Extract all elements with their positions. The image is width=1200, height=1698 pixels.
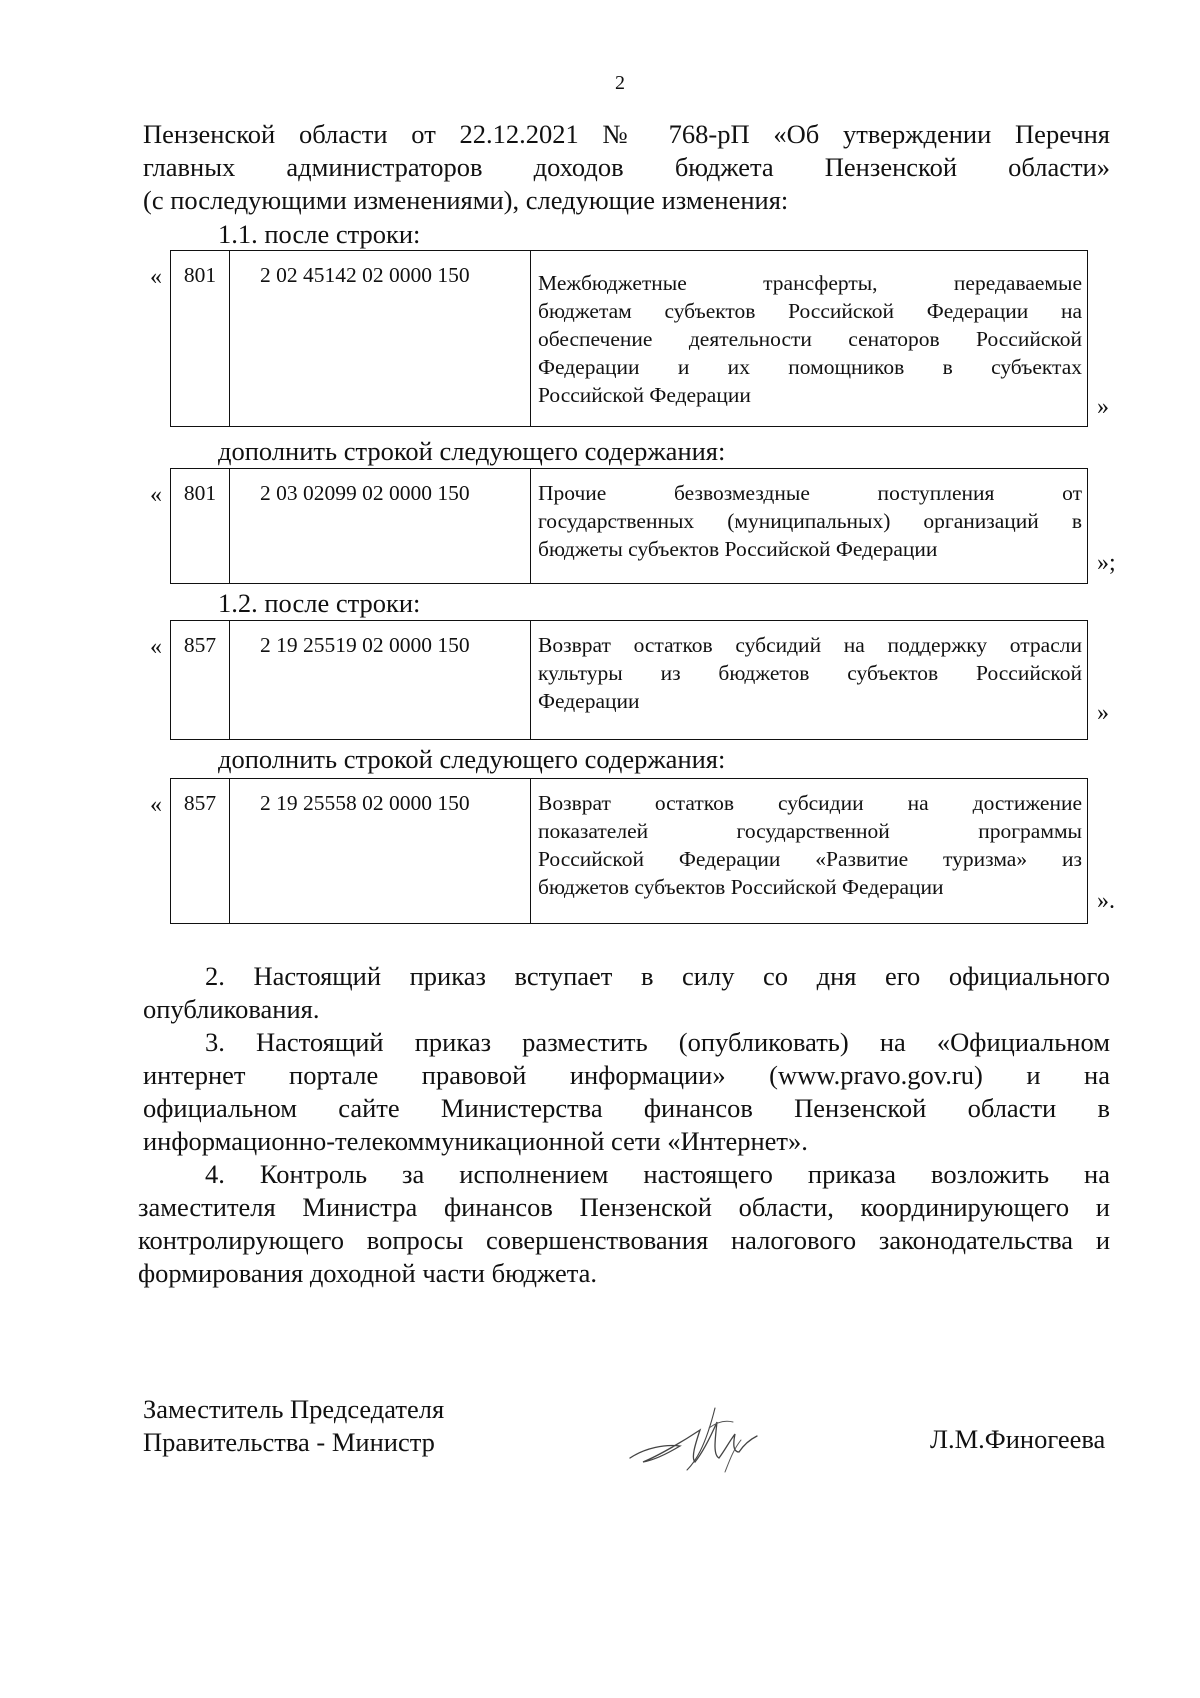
admin-code: 857: [171, 779, 230, 923]
open-quote: «: [150, 792, 162, 818]
paragraph-2: [143, 960, 1110, 1026]
paragraph-line: опубликования.: [143, 994, 320, 1024]
revenue-name-line: Федерации и их помощников в субъектах: [538, 355, 1082, 379]
revenue-name: [531, 779, 1087, 923]
paragraph-line: 4. Контроль за исполнением настоящего приказа возложить на: [205, 1159, 1110, 1189]
signatory-position-line: Правительства - Министр: [143, 1427, 435, 1457]
intro-line: Пензенской области от 22.12.2021 № 768-рП «Об утверждении Перечня: [143, 119, 1110, 149]
revenue-name-line: Российской Федерации «Развитие туризма» из: [538, 847, 1082, 871]
section-label: 1.2. после строки:: [218, 588, 421, 618]
admin-code: 857: [171, 621, 230, 739]
open-quote: «: [150, 482, 162, 508]
revenue-name-line: показателей государственной программы: [538, 819, 1082, 843]
kbk-code: 2 19 25519 02 0000 150: [230, 621, 531, 739]
table-row: [170, 250, 1088, 427]
revenue-name-line: культуры из бюджетов субъектов Российской: [538, 661, 1082, 685]
revenue-name-line: бюджеты субъектов Российской Федерации: [538, 537, 938, 561]
close-quote: »: [1097, 700, 1109, 726]
revenue-name: [531, 621, 1087, 739]
section-label: дополнить строкой следующего содержания:: [218, 436, 726, 466]
open-quote: «: [150, 264, 162, 290]
open-quote: «: [150, 634, 162, 660]
close-quote: ».: [1097, 888, 1115, 914]
revenue-name-line: обеспечение деятельности сенаторов Российской: [538, 327, 1082, 351]
revenue-name-line: бюджетам субъектов Российской Федерации на: [538, 299, 1082, 323]
paragraph-line: формирования доходной части бюджета.: [138, 1258, 598, 1288]
signatory-name: Л.М.Финогеева: [930, 1424, 1106, 1454]
revenue-name-line: бюджетов субъектов Российской Федерации: [538, 875, 944, 899]
table-row: [170, 468, 1088, 584]
paragraph-line: информационно-телекоммуникационной сети «Интернет».: [143, 1126, 808, 1156]
revenue-name: [531, 469, 1087, 583]
table-row: [170, 778, 1088, 924]
admin-code: 801: [171, 251, 230, 426]
revenue-name-line: Возврат остатков субсидий на поддержку отрасли: [538, 633, 1082, 657]
intro-line: (с последующими изменениями), следующие изменения:: [143, 185, 789, 215]
revenue-name: [531, 251, 1087, 426]
page-number: 2: [615, 72, 625, 94]
paragraph-line: официальном сайте Министерства финансов Пензенской области в: [143, 1093, 1110, 1123]
paragraph-line: интернет портале правовой информации» (www.pravo.gov.ru) и на: [143, 1060, 1110, 1090]
signatory-position: [143, 1393, 444, 1459]
table-row: [170, 620, 1088, 740]
section-label: 1.1. после строки:: [218, 219, 421, 249]
kbk-code: 2 02 45142 02 0000 150: [230, 251, 531, 426]
paragraph-line: контролирующего вопросы совершенствования налогового законодательства и: [138, 1225, 1110, 1255]
revenue-name-line: Возврат остатков субсидии на достижение: [538, 791, 1082, 815]
kbk-code: 2 19 25558 02 0000 150: [230, 779, 531, 923]
section-label: дополнить строкой следующего содержания:: [218, 744, 726, 774]
admin-code: 801: [171, 469, 230, 583]
intro-paragraph: [143, 118, 1110, 217]
paragraph-3: [143, 1026, 1110, 1158]
paragraph-4: [138, 1158, 1110, 1290]
revenue-name-line: Российской Федерации: [538, 383, 751, 407]
paragraph-line: заместителя Министра финансов Пензенской области, координирующего и: [138, 1192, 1110, 1222]
revenue-name-line: государственных (муниципальных) организаций в: [538, 509, 1082, 533]
kbk-code: 2 03 02099 02 0000 150: [230, 469, 531, 583]
handwritten-signature: [625, 1400, 765, 1480]
revenue-name-line: Федерации: [538, 689, 640, 713]
revenue-name-line: Межбюджетные трансферты, передаваемые: [538, 271, 1082, 295]
close-quote: »: [1097, 394, 1109, 420]
revenue-name-line: Прочие безвозмездные поступления от: [538, 481, 1082, 505]
paragraph-line: 2. Настоящий приказ вступает в силу со дня его официального: [205, 961, 1110, 991]
intro-line: главных администраторов доходов бюджета Пензенской области»: [143, 152, 1110, 182]
close-quote: »;: [1097, 550, 1116, 576]
signatory-position-line: Заместитель Председателя: [143, 1394, 445, 1424]
paragraph-line: 3. Настоящий приказ разместить (опубликовать) на «Официальном: [205, 1027, 1110, 1057]
